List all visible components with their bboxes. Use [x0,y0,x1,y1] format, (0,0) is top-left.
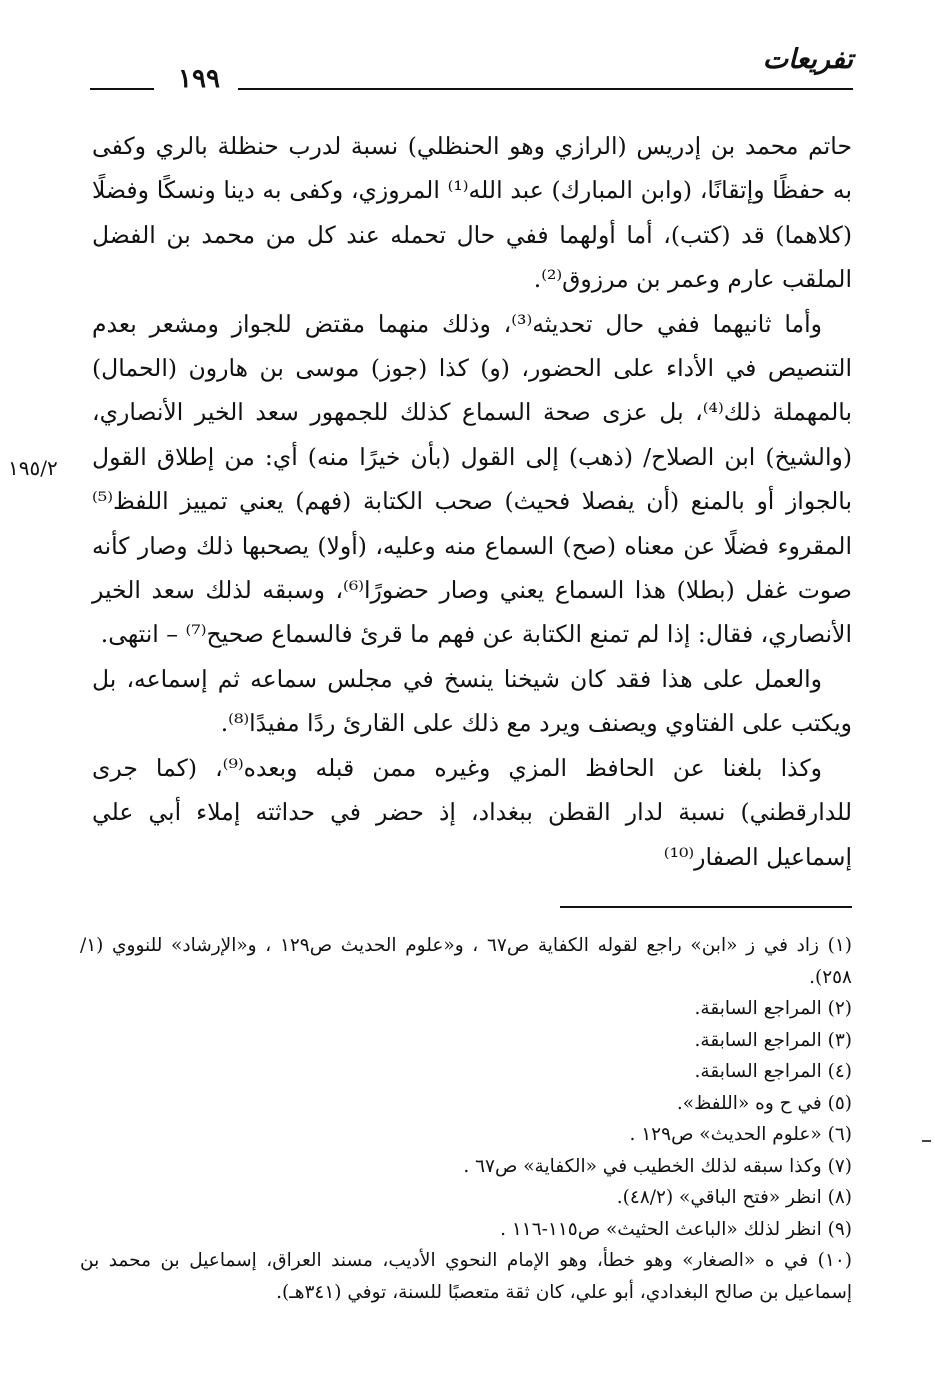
footnotes [80,930,852,1308]
scan-mark [922,1140,931,1142]
main-text [92,124,852,879]
paragraph-1: حاتم محمد بن إدريس (الرازي وهو الحنظلي) نسبة لدرب حنظلة بالري وكفى به حفظًا وإتقانًا، (وابن المبارك) عبد الله⁽¹⁾ المروزي، وكفى به دينا ونسكًا وفضلًا (كلاهما) قد (كتب)، أما أولهما ففي حال تحمله عند كل من محمد بن الفضل الملقب عارم وعمر بن مرزوق⁽²⁾. [92,132,852,294]
paragraph-2: وأما ثانيهما ففي حال تحديثه⁽³⁾، وذلك منهما مقتض للجواز ومشعر بعدم التنصيص في الأداء على الحضور، (و) كذا (جوز) موسى بن هارون (الحمال) بالمهملة ذلك⁽⁴⁾، بل عزى صحة السماع كذلك للجمهور سعد الخير الأنصاري، (والشيخ) ابن الصلاح/ (ذهب) إلى القول (بأن خيرًا منه) أي: من إطلاق القول بالجواز أو بالمنع (أن يفصلا فحيث) صحب الكتابة (فهم) يعني تمييز اللفظ⁽⁵⁾ المقروء فضلًا عن معناه (صح) السماع منه وعليه، (أولا) يصحبها ذلك وصار كأنه صوت غفل (بطلا) هذا السماع يعني وصار حضورًا⁽⁶⁾، وسبقه لذلك سعد الخير الأنصاري، فقال: إذا لم تمنع الكتابة عن فهم ما قرئ فالسماع صحيح⁽⁷⁾ – انتهى. [92,309,853,649]
footnote-7: (٧) وكذا سبقه لذلك الخطيب في «الكفاية» ص٦٧ . [463,1155,852,1177]
footnote-8: (٨) انظر «فتح الباقي» (٤٨/٢). [616,1187,852,1208]
margin-page-reference: ١٩٥/٢ [8,456,58,480]
footnote-4: (٤) المراجع السابقة. [694,1061,852,1082]
footnote-2: (٢) المراجع السابقة. [694,998,852,1019]
footnote-separator [560,906,852,908]
paragraph-3: والعمل على هذا فقد كان شيخنا ينسخ في مجلس سماعه ثم إسماعه، بل ويكتب على الفتاوي ويصنف ويرد مع ذلك على القارئ ردًا مفيدًا⁽⁸⁾. [92,664,852,738]
footnote-1: (١) زاد في ز «ابن» راجع لقوله الكفاية ص٦٧ ، و«علوم الحديث ص١٢٩ ، و«الإرشاد» للنووي (١/ ٢٥٨). [80,935,852,988]
footnote-10: (١٠) في ه «الصغار» وهو خطأ، وهو الإمام النحوي الأديب، مسند العراق، إسماعيل بن محمد بن إسماعيل بن صالح البغدادي، أبو علي، كان ثقة متعصبًا للسنة، توفي (٣٤١هـ). [80,1250,852,1303]
header-rule-left [90,88,154,90]
footnote-5: (٥) في ح وه «اللفظ». [676,1092,852,1114]
page-number: ١٩٩ [178,64,220,94]
header-rule-right [238,88,853,90]
paragraph-4: وكذا بلغنا عن الحافظ المزي وغيره ممن قبله وبعده⁽⁹⁾، (كما جرى للدارقطني) نسبة لدار القطن ببغداد، إذ حضر في حداثته إملاء أبي علي إسماعيل الصفار⁽¹⁰⁾ [92,753,852,871]
running-title: تفريعات [762,44,853,75]
footnote-6: (٦) «علوم الحديث» ص١٢٩ . [629,1124,852,1145]
footnote-3: (٣) المراجع السابقة. [694,1029,852,1051]
footnote-9: (٩) انظر لذلك «الباعث الحثيث» ص١١٥-١١٦ . [500,1218,852,1240]
